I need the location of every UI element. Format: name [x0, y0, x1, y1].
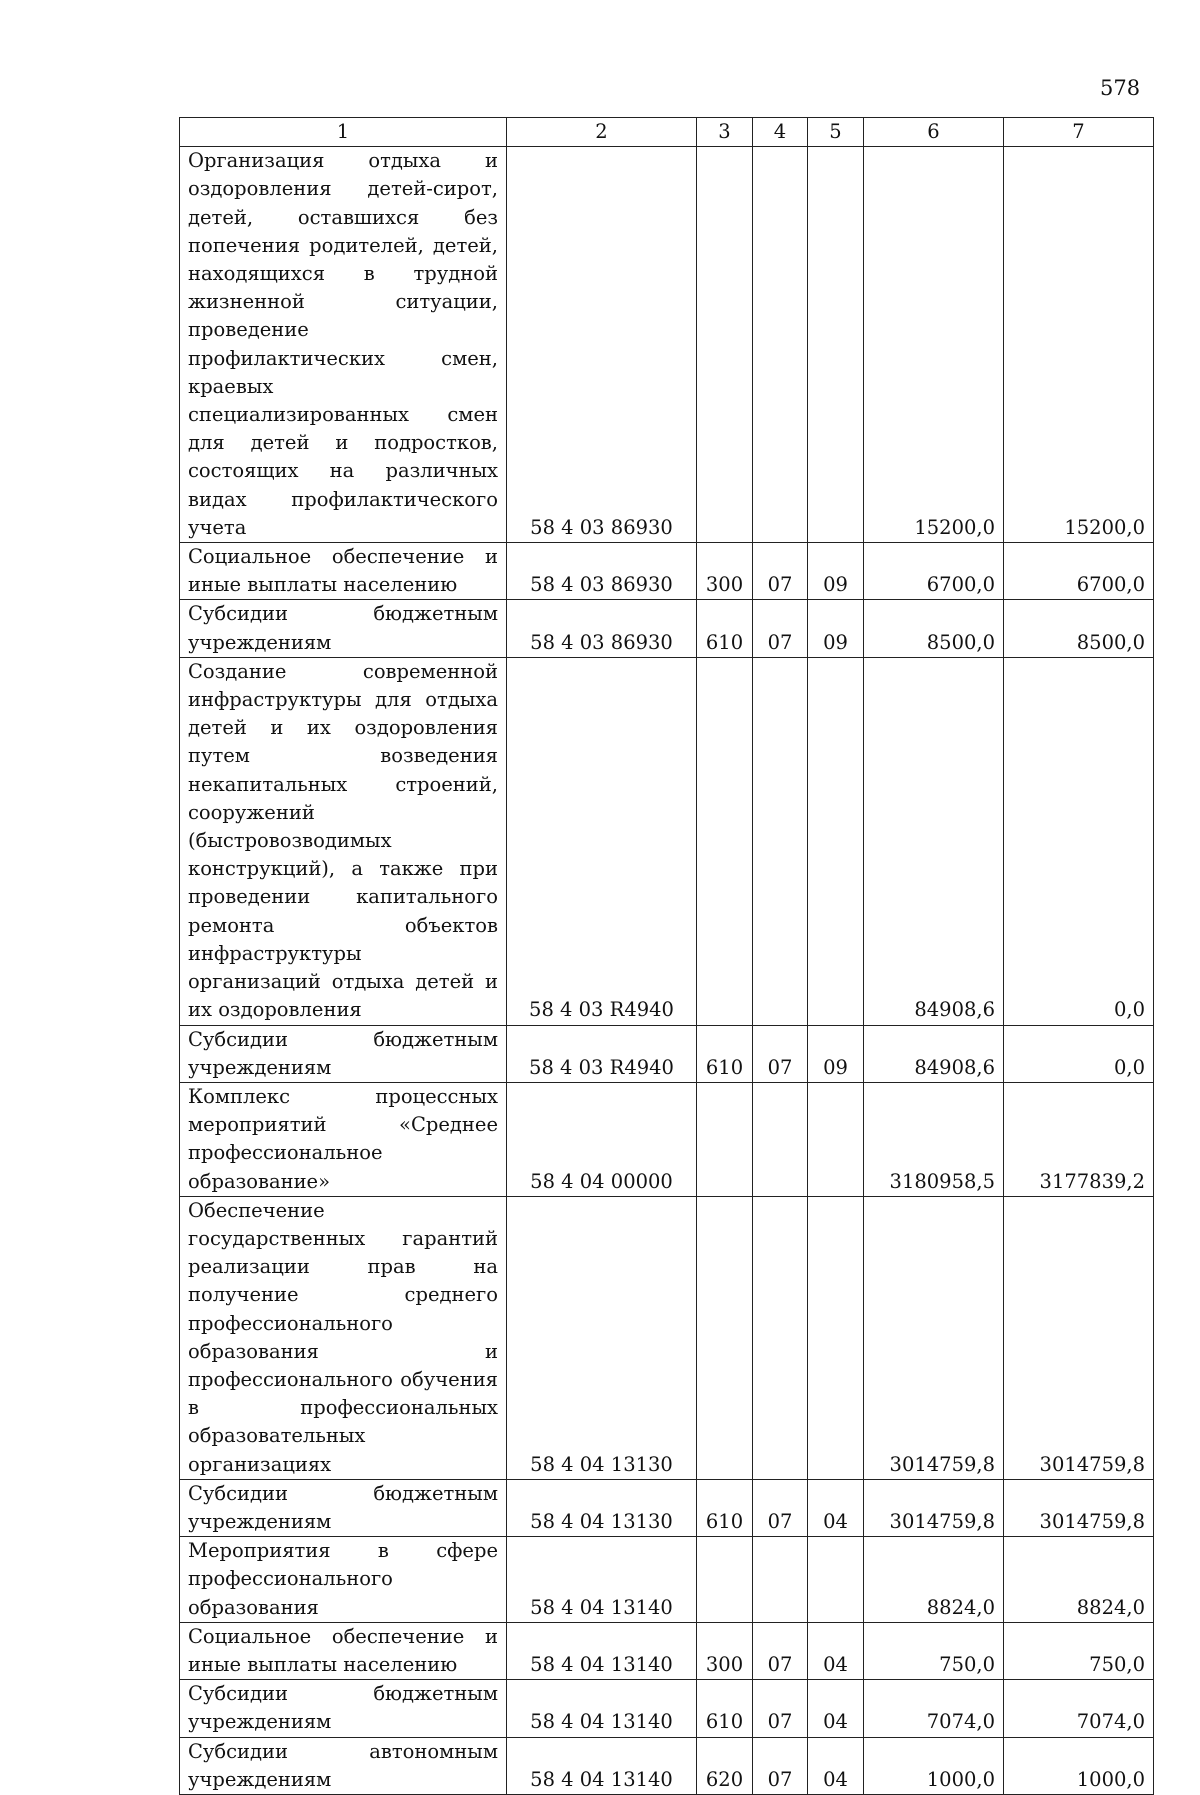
- row-c5-cell: [808, 1537, 864, 1623]
- row-name-cell: Комплекс процессных мероприятий «Среднее профессиональное образование»: [180, 1082, 507, 1196]
- row-c5-cell: 04: [808, 1479, 864, 1536]
- row-c5-cell: 04: [808, 1737, 864, 1794]
- row-code-cell: 58 4 04 00000: [507, 1082, 697, 1196]
- row-c6-cell: 750,0: [864, 1622, 1004, 1679]
- row-c4-cell: 07: [753, 543, 808, 600]
- row-name-cell: Социальное обеспечение и иные выплаты населению: [180, 543, 507, 600]
- row-code-cell: 58 4 04 13130: [507, 1196, 697, 1479]
- row-c4-cell: [753, 147, 808, 543]
- row-code-cell: 58 4 04 13140: [507, 1680, 697, 1737]
- table-header-row: [180, 118, 1154, 147]
- row-c3-cell: 300: [697, 1622, 753, 1679]
- row-c7-cell: 0,0: [1004, 657, 1154, 1025]
- header-cell-3: 3: [697, 118, 753, 147]
- row-c3-cell: 620: [697, 1737, 753, 1794]
- row-c7-cell: 3177839,2: [1004, 1082, 1154, 1196]
- row-c6-cell: 1000,0: [864, 1737, 1004, 1794]
- row-c4-cell: [753, 1537, 808, 1623]
- row-c7-cell: 3014759,8: [1004, 1196, 1154, 1479]
- row-c4-cell: [753, 657, 808, 1025]
- row-c7-cell: 1000,0: [1004, 1737, 1154, 1794]
- row-c6-cell: 3014759,8: [864, 1196, 1004, 1479]
- header-cell-2: 2: [507, 118, 697, 147]
- row-c7-cell: 3014759,8: [1004, 1479, 1154, 1536]
- row-c6-cell: 6700,0: [864, 543, 1004, 600]
- table-row: [180, 1082, 1154, 1196]
- table-row: [180, 1622, 1154, 1679]
- row-c6-cell: 3180958,5: [864, 1082, 1004, 1196]
- table-row: [180, 1537, 1154, 1623]
- row-c6-cell: 15200,0: [864, 147, 1004, 543]
- row-c3-cell: [697, 147, 753, 543]
- row-c7-cell: 7074,0: [1004, 1680, 1154, 1737]
- row-name-cell: Создание современной инфраструктуры для отдыха детей и их оздоровления путем возведения некапитальных строений, сооружений (быстровозводимых конструкций), а также при проведении капитального ремонта объектов инфраструктуры организаций отдыха детей и их оздоровления: [180, 657, 507, 1025]
- table-row: [180, 657, 1154, 1025]
- row-c6-cell: 84908,6: [864, 1025, 1004, 1082]
- row-name-cell: Мероприятия в сфере профессионального образования: [180, 1537, 507, 1623]
- row-name-cell: Субсидии бюджетным учреждениям: [180, 1680, 507, 1737]
- row-name-cell: Социальное обеспечение и иные выплаты населению: [180, 1622, 507, 1679]
- row-c4-cell: [753, 1082, 808, 1196]
- row-c7-cell: 8824,0: [1004, 1537, 1154, 1623]
- row-c5-cell: [808, 147, 864, 543]
- row-name-cell: Субсидии автономным учреждениям: [180, 1737, 507, 1794]
- row-c6-cell: 8824,0: [864, 1537, 1004, 1623]
- row-c6-cell: 8500,0: [864, 600, 1004, 657]
- row-c3-cell: 610: [697, 1479, 753, 1536]
- page-number: 578: [1100, 76, 1141, 100]
- row-c6-cell: 7074,0: [864, 1680, 1004, 1737]
- header-cell-4: 4: [753, 118, 808, 147]
- row-name-cell: Субсидии бюджетным учреждениям: [180, 1025, 507, 1082]
- row-code-cell: 58 4 03 R4940: [507, 1025, 697, 1082]
- row-c3-cell: 610: [697, 1680, 753, 1737]
- header-cell-5: 5: [808, 118, 864, 147]
- table-row: [180, 1196, 1154, 1479]
- header-cell-7: 7: [1004, 118, 1154, 147]
- row-c6-cell: 84908,6: [864, 657, 1004, 1025]
- table-row: [180, 600, 1154, 657]
- row-c5-cell: [808, 1196, 864, 1479]
- row-c4-cell: 07: [753, 1622, 808, 1679]
- row-name-cell: Обеспечение государственных гарантий реализации прав на получение среднего профессионального образования и профессионального обучения в профессиональных образовательных организациях: [180, 1196, 507, 1479]
- row-c3-cell: 610: [697, 600, 753, 657]
- row-c4-cell: 07: [753, 600, 808, 657]
- row-c5-cell: 09: [808, 1025, 864, 1082]
- row-c4-cell: [753, 1196, 808, 1479]
- row-code-cell: 58 4 03 86930: [507, 600, 697, 657]
- row-c3-cell: 610: [697, 1025, 753, 1082]
- table-row: [180, 147, 1154, 543]
- row-c3-cell: 300: [697, 543, 753, 600]
- row-c5-cell: 09: [808, 543, 864, 600]
- table-row: [180, 1479, 1154, 1536]
- row-c7-cell: 8500,0: [1004, 600, 1154, 657]
- table-row: [180, 1025, 1154, 1082]
- row-c4-cell: 07: [753, 1680, 808, 1737]
- table-row: [180, 543, 1154, 600]
- row-c7-cell: 0,0: [1004, 1025, 1154, 1082]
- row-code-cell: 58 4 03 R4940: [507, 657, 697, 1025]
- row-code-cell: 58 4 04 13140: [507, 1537, 697, 1623]
- row-code-cell: 58 4 04 13140: [507, 1737, 697, 1794]
- row-c7-cell: 6700,0: [1004, 543, 1154, 600]
- row-c4-cell: 07: [753, 1737, 808, 1794]
- row-c7-cell: 15200,0: [1004, 147, 1154, 543]
- row-c5-cell: 09: [808, 600, 864, 657]
- row-c3-cell: [697, 1537, 753, 1623]
- row-c3-cell: [697, 1196, 753, 1479]
- row-c5-cell: [808, 1082, 864, 1196]
- row-code-cell: 58 4 03 86930: [507, 543, 697, 600]
- row-c4-cell: 07: [753, 1025, 808, 1082]
- row-name-cell: Организация отдыха и оздоровления детей-сирот, детей, оставшихся без попечения родителей, детей, находящихся в трудной жизненной ситуации, проведение профилактических смен, краевых специализированных смен для детей и подростков, состоящих на различных видах профилактического учета: [180, 147, 507, 543]
- row-c5-cell: 04: [808, 1622, 864, 1679]
- row-c6-cell: 3014759,8: [864, 1479, 1004, 1536]
- row-code-cell: 58 4 04 13140: [507, 1622, 697, 1679]
- row-c4-cell: 07: [753, 1479, 808, 1536]
- table-row: [180, 1680, 1154, 1737]
- row-c5-cell: [808, 657, 864, 1025]
- row-name-cell: Субсидии бюджетным учреждениям: [180, 1479, 507, 1536]
- budget-table: [179, 117, 1154, 1795]
- header-cell-1: 1: [180, 118, 507, 147]
- table-row: [180, 1737, 1154, 1794]
- row-c3-cell: [697, 657, 753, 1025]
- row-code-cell: 58 4 03 86930: [507, 147, 697, 543]
- row-c7-cell: 750,0: [1004, 1622, 1154, 1679]
- header-cell-6: 6: [864, 118, 1004, 147]
- row-code-cell: 58 4 04 13130: [507, 1479, 697, 1536]
- row-name-cell: Субсидии бюджетным учреждениям: [180, 600, 507, 657]
- row-c5-cell: 04: [808, 1680, 864, 1737]
- row-c3-cell: [697, 1082, 753, 1196]
